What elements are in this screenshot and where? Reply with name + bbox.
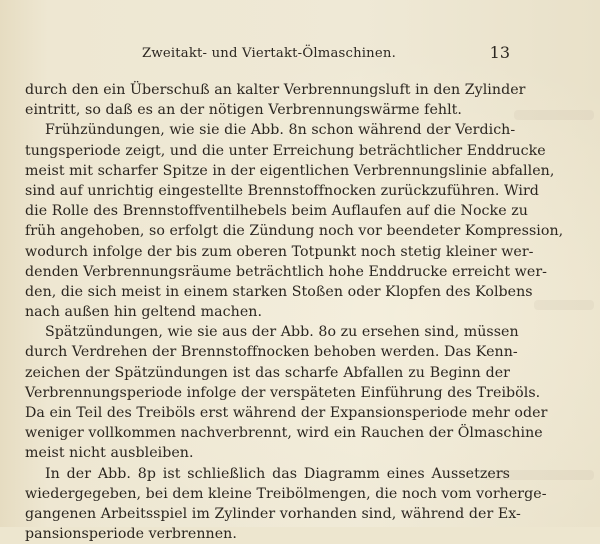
text-line: wiedergegeben, bei dem kleine Treibölmengen, die noch vom vorherge- — [25, 485, 547, 502]
text-line: meist mit scharfer Spitze in der eigentlichen Verbrennungslinie abfallen, — [25, 162, 555, 179]
text-line: tungsperiode zeigt, und die unter Erreichung beträchtlicher Enddrucke — [25, 142, 546, 159]
text-line: nach außen hin geltend machen. — [25, 304, 263, 321]
text-line: gangenen Arbeitsspiel im Zylinder vorhanden sind, während der Ex- — [25, 505, 521, 522]
text-line: die Rolle des Brennstoffventilhebels beim Auflaufen auf die Nocke zu — [25, 203, 528, 220]
text-line: zeichen der Spätzündungen ist das scharfe Abfallen zu Beginn der — [25, 364, 510, 381]
page-number: 13 — [489, 43, 510, 62]
text-line: eintritt, so daß es an der nötigen Verbrennungswärme fehlt. — [25, 102, 462, 119]
show-through-mark — [534, 300, 594, 310]
text-line: pansionsperiode verbrennen. — [25, 526, 237, 543]
text-line: weniger vollkommen nachverbrennt, wird ein Rauchen der Ölmaschine — [25, 425, 543, 442]
text-line: früh angehoben, so erfolgt die Zündung noch vor beendeter Kompression, — [25, 223, 564, 240]
text-line: durch Verdrehen der Brennstoffnocken behoben werden. Das Kenn- — [25, 344, 518, 361]
text-line: meist nicht ausbleiben. — [25, 445, 194, 462]
text-line: durch den ein Überschuß an kalter Verbrennungsluft in den Zylinder — [25, 82, 526, 98]
text-line: Da ein Teil des Treiböls erst während der Expansionsperiode mehr oder — [25, 405, 548, 421]
text-line: denden Verbrennungsräume beträchtlich hohe Enddrucke erreicht wer- — [25, 263, 547, 280]
body-text — [25, 80, 564, 544]
text-line: Frühzündungen, wie sie die Abb. 8n schon während der Verdich- — [45, 122, 516, 139]
text-line: In der Abb. 8p ist schließlich das Diagramm eines Aussetzers — [45, 465, 510, 482]
text-line: sind auf unrichtig eingestellte Brennstoffnocken zurückzuführen. Wird — [25, 182, 539, 199]
text-line: wodurch infolge der bis zum oberen Totpunkt noch stetig kleiner wer- — [25, 243, 534, 260]
page-header — [34, 43, 514, 68]
show-through-mark — [514, 110, 594, 120]
running-head: Zweitakt- und Viertakt-Ölmaschinen. — [142, 46, 396, 61]
text-line: Spätzündungen, wie sie aus der Abb. 8o zu ersehen sind, müssen — [45, 324, 519, 341]
text-line: den, die sich meist in einem starken Stoßen oder Klopfen des Kolbens — [25, 283, 533, 300]
text-line: Verbrennungsperiode infolge der verspäteten Einführung des Treiböls. — [25, 384, 541, 401]
